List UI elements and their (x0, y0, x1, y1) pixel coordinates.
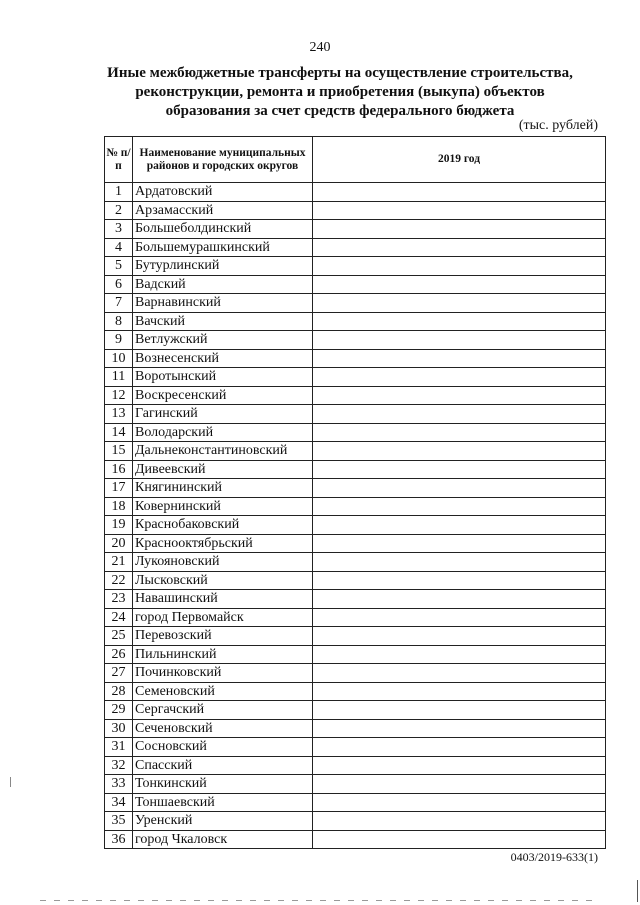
table-row (105, 275, 606, 294)
row-value-2019 (313, 793, 606, 812)
header-num: № п/п (105, 137, 133, 183)
row-value-2019 (313, 349, 606, 368)
row-value-2019 (313, 405, 606, 424)
row-district-name: Вадский (133, 275, 313, 294)
row-value-2019 (313, 368, 606, 387)
row-value-2019 (313, 701, 606, 720)
row-value-2019 (313, 775, 606, 794)
table-row (105, 830, 606, 849)
row-district-name: Тонкинский (133, 775, 313, 794)
row-number: 34 (105, 793, 133, 812)
row-district-name: Краснобаковский (133, 516, 313, 535)
row-number: 32 (105, 756, 133, 775)
row-value-2019 (313, 220, 606, 239)
row-value-2019 (313, 423, 606, 442)
row-number: 24 (105, 608, 133, 627)
row-value-2019 (313, 664, 606, 683)
row-value-2019 (313, 479, 606, 498)
table-row (105, 682, 606, 701)
row-value-2019 (313, 719, 606, 738)
row-district-name: Спасский (133, 756, 313, 775)
table-row (105, 645, 606, 664)
row-number: 12 (105, 386, 133, 405)
row-number: 33 (105, 775, 133, 794)
table-row (105, 701, 606, 720)
title-line-2: реконструкции, ремонта и приобретения (выкупа) объектов (135, 84, 545, 100)
row-value-2019 (313, 516, 606, 535)
row-district-name: Краснооктябрьский (133, 534, 313, 553)
header-year: 2019 год (313, 137, 606, 183)
row-district-name: Арзамасский (133, 201, 313, 220)
title-line-3: образования за счет средств федерального бюджета (165, 103, 515, 119)
row-district-name: Вознесенский (133, 349, 313, 368)
row-number: 27 (105, 664, 133, 683)
table-row (105, 534, 606, 553)
table-row (105, 386, 606, 405)
header-name: Наименование муниципальных районов и городских округов (133, 137, 313, 183)
document-code: 0403/2019-633(1) (510, 850, 598, 864)
row-district-name: Ковернинский (133, 497, 313, 516)
row-number: 10 (105, 349, 133, 368)
row-number: 18 (105, 497, 133, 516)
row-number: 25 (105, 627, 133, 646)
row-value-2019 (313, 294, 606, 313)
row-value-2019 (313, 756, 606, 775)
table-row (105, 497, 606, 516)
table-row (105, 238, 606, 257)
row-district-name: Перевозский (133, 627, 313, 646)
row-number: 2 (105, 201, 133, 220)
row-value-2019 (313, 497, 606, 516)
row-district-name: Дивеевский (133, 460, 313, 479)
table-row (105, 719, 606, 738)
row-district-name: Сеченовский (133, 719, 313, 738)
row-value-2019 (313, 627, 606, 646)
row-number: 36 (105, 830, 133, 849)
row-number: 22 (105, 571, 133, 590)
bleed-through-text (40, 900, 600, 901)
table-row (105, 201, 606, 220)
table-row (105, 368, 606, 387)
row-value-2019 (313, 534, 606, 553)
row-number: 21 (105, 553, 133, 572)
row-district-name: город Первомайск (133, 608, 313, 627)
table-row (105, 590, 606, 609)
table-row (105, 812, 606, 831)
row-number: 11 (105, 368, 133, 387)
row-number: 5 (105, 257, 133, 276)
row-number: 9 (105, 331, 133, 350)
table-row (105, 405, 606, 424)
row-value-2019 (313, 553, 606, 572)
table-row (105, 442, 606, 461)
row-number: 19 (105, 516, 133, 535)
row-number: 3 (105, 220, 133, 239)
row-district-name: Лысковский (133, 571, 313, 590)
table-row (105, 294, 606, 313)
row-value-2019 (313, 201, 606, 220)
row-value-2019 (313, 738, 606, 757)
table-row (105, 775, 606, 794)
row-number: 1 (105, 183, 133, 202)
row-district-name: Володарский (133, 423, 313, 442)
row-district-name: Починковский (133, 664, 313, 683)
row-district-name: Семеновский (133, 682, 313, 701)
row-district-name: Воротынский (133, 368, 313, 387)
row-number: 13 (105, 405, 133, 424)
row-number: 31 (105, 738, 133, 757)
row-value-2019 (313, 183, 606, 202)
table-row (105, 608, 606, 627)
table-row (105, 183, 606, 202)
row-district-name: Ветлужский (133, 331, 313, 350)
table-row (105, 220, 606, 239)
row-district-name: Большемурашкинский (133, 238, 313, 257)
table-row (105, 793, 606, 812)
table-row (105, 756, 606, 775)
row-number: 30 (105, 719, 133, 738)
table-row (105, 516, 606, 535)
row-value-2019 (313, 571, 606, 590)
row-value-2019 (313, 590, 606, 609)
row-district-name: Уренский (133, 812, 313, 831)
row-value-2019 (313, 312, 606, 331)
row-district-name: город Чкаловск (133, 830, 313, 849)
row-number: 35 (105, 812, 133, 831)
row-district-name: Лукояновский (133, 553, 313, 572)
table-row (105, 553, 606, 572)
row-district-name: Пильнинский (133, 645, 313, 664)
row-number: 15 (105, 442, 133, 461)
row-number: 6 (105, 275, 133, 294)
row-value-2019 (313, 442, 606, 461)
table-row (105, 479, 606, 498)
row-number: 8 (105, 312, 133, 331)
row-district-name: Гагинский (133, 405, 313, 424)
row-district-name: Сергачский (133, 701, 313, 720)
row-district-name: Княгининский (133, 479, 313, 498)
row-number: 17 (105, 479, 133, 498)
row-district-name: Навашинский (133, 590, 313, 609)
scan-mark (10, 777, 11, 787)
row-number: 28 (105, 682, 133, 701)
table-row (105, 571, 606, 590)
table-row (105, 349, 606, 368)
row-value-2019 (313, 830, 606, 849)
table-row (105, 257, 606, 276)
row-number: 14 (105, 423, 133, 442)
table-row (105, 738, 606, 757)
row-number: 20 (105, 534, 133, 553)
row-value-2019 (313, 257, 606, 276)
row-district-name: Вачский (133, 312, 313, 331)
row-number: 7 (105, 294, 133, 313)
row-value-2019 (313, 645, 606, 664)
transfers-table (104, 136, 606, 849)
row-value-2019 (313, 460, 606, 479)
row-number: 29 (105, 701, 133, 720)
scan-mark-edge (637, 880, 638, 902)
table-header-row (105, 137, 606, 183)
row-value-2019 (313, 682, 606, 701)
row-value-2019 (313, 275, 606, 294)
table-row (105, 331, 606, 350)
row-district-name: Варнавинский (133, 294, 313, 313)
table-row (105, 664, 606, 683)
row-district-name: Большеболдинский (133, 220, 313, 239)
row-district-name: Бутурлинский (133, 257, 313, 276)
row-value-2019 (313, 331, 606, 350)
table-row (105, 312, 606, 331)
row-district-name: Дальнеконстантиновский (133, 442, 313, 461)
row-number: 26 (105, 645, 133, 664)
row-value-2019 (313, 608, 606, 627)
row-district-name: Сосновский (133, 738, 313, 757)
row-district-name: Ардатовский (133, 183, 313, 202)
row-district-name: Тоншаевский (133, 793, 313, 812)
title-line-1: Иные межбюджетные трансферты на осуществление строительства, (107, 65, 573, 81)
row-value-2019 (313, 812, 606, 831)
row-number: 16 (105, 460, 133, 479)
row-value-2019 (313, 238, 606, 257)
row-value-2019 (313, 386, 606, 405)
document-title (90, 64, 590, 121)
table-row (105, 423, 606, 442)
table-row (105, 460, 606, 479)
row-number: 4 (105, 238, 133, 257)
table-row (105, 627, 606, 646)
page-number: 240 (309, 40, 331, 55)
row-number: 23 (105, 590, 133, 609)
row-district-name: Воскресенский (133, 386, 313, 405)
units-label: (тыс. рублей) (518, 118, 598, 133)
